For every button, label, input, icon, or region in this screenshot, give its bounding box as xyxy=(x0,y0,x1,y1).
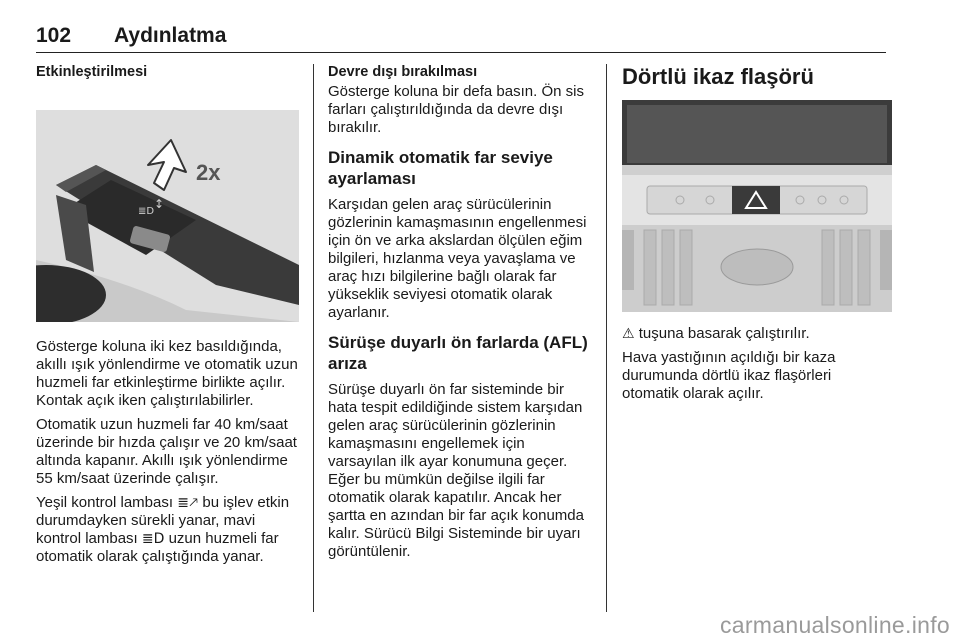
column-right xyxy=(622,64,892,409)
paragraph: ⚠ tuşuna basarak çalıştırılır. xyxy=(622,325,810,342)
column-left xyxy=(36,64,299,572)
paragraph: Gösterge koluna iki kez basıldığında, akıllı ışık yönlendirme ve otomatik uzun huzmeli far etkinleştirme birlikte açılır. Kontak açık iken çalıştırılabilirler. xyxy=(36,338,298,409)
paragraph: Hava yastığının açıldığı bir kaza durumunda dörtlü ikaz flaşörleri otomatik olarak açılır. xyxy=(622,349,836,402)
high-beam-icon: ≣D xyxy=(141,531,165,547)
hazard-button-figure xyxy=(622,100,892,312)
column-divider xyxy=(606,64,607,612)
column-divider xyxy=(313,64,314,612)
subheading-deactivation: Devre dışı bırakılması xyxy=(328,64,478,80)
heading-headlight-leveling: Dinamik otomatik far seviye ayarlaması xyxy=(328,148,553,188)
column-middle xyxy=(328,64,590,567)
svg-text:≣D: ≣D xyxy=(138,206,155,217)
svg-text:↕: ↕ xyxy=(154,197,165,211)
hazard-warning-icon: ⚠ xyxy=(622,326,635,342)
paragraph: Karşıdan gelen araç sürücülerinin gözlerinin kamaşmasının engellenmesi için ön ve arka akslardan ölçülen eğim bilgileri, hızlanma veya yavaşlama ve araç hızı bilgilerine bağlı olarak far yükseklik seviyesi otomatik olarak ayarlanır. xyxy=(328,196,587,321)
paragraph: Yeşil kontrol lambası ≣🡕 bu işlev etkin durumdayken sürekli yanar, mavi kontrol lambası ≣D uzun huzmeli far otomatik olarak çalıştığında yanar. xyxy=(36,494,290,565)
green-light-icon: ≣🡕 xyxy=(177,495,199,511)
watermark: carmanualsonline.info xyxy=(719,612,950,638)
heading-hazard-flashers: Dörtlü ikaz flaşörü xyxy=(622,64,814,89)
heading-afl-fault: Sürüşe duyarlı ön farlarda (AFL) arıza xyxy=(328,333,588,373)
page-header xyxy=(36,22,886,53)
stalk-label: 2x xyxy=(196,160,221,185)
page-number: 102 xyxy=(36,24,72,47)
paragraph: Sürüşe duyarlı ön far sisteminde bir hata tespit edildiğinde sistem karşıdan gelen araç sürücülerinin gözlerinin kamaşmasını engellemek için varsayılan ilk ayar konumuna geçer. Eğer bu mümkün değilse ilgili far otomatik olarak kapatılır. Ancak her şartta en azından bir far açık konumda kalır. Sürücü Bilgi Sisteminde bir uyarı görüntülenir. xyxy=(328,381,584,560)
chapter-title: Aydınlatma xyxy=(114,24,227,47)
stalk-figure xyxy=(36,110,299,322)
paragraph: Gösterge koluna bir defa basın. Ön sis farları çalıştırıldığında da devre dışı bırakılır. xyxy=(328,83,584,136)
subheading-activation: Etkinleştirilmesi xyxy=(36,64,148,80)
paragraph: Otomatik uzun huzmeli far 40 km/saat üzerinde bir hızda çalışır ve 20 km/saat altında kapanır. Akıllı ışık yönlendirme 55 km/saat üzerinde çalışır. xyxy=(36,416,297,487)
